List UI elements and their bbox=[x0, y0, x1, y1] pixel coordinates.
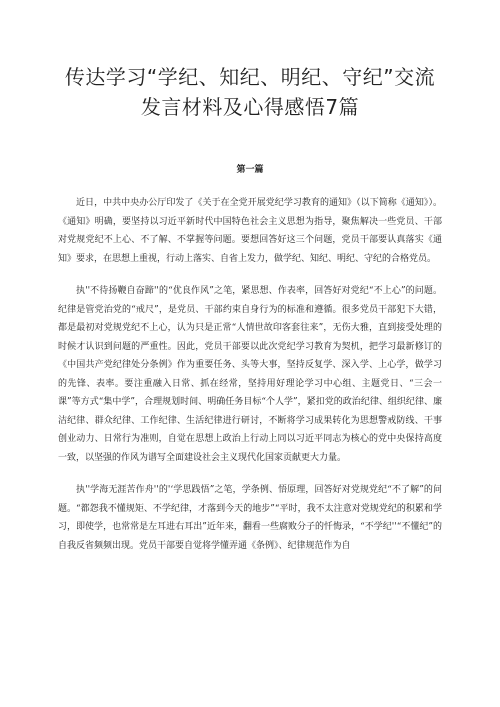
paragraph-2: 执''不待扬鞭自奋蹄''的“优良作风”之笔，紧思想、作表率，回答好对党纪“不上心”的问题。纪律是管党治党的“戒尺”，是党员、干部约束自身行为的标准和遵循。很多党员干部犯下大错，都是最初对党规党纪不上心，认为只是正常“人情世故印客套往来”，无伤大雅，直到接受处理的时候才认识到问题的严重性。因此，党员干部要以此次党纪学习教育为契机，把学习最新修订的《中国共产党纪律处分条例》作为重要任务、头等大事，坚持反复学、深入学、上心学，做学习的先锋、表率。要注重融入日常、抓在经常，坚持用好理论学习中心组、主题党日、“三会一课”等方式“集中学”，合理规划时间、明确任务目标“个人学”，紧扣党的政治纪律、组织纪律、廉洁纪律、群众纪律、工作纪律、生活纪律进行研讨，不断将学习成果转化为思想警戒防线、干事创业动力、日常行为准则，自觉在思想上政治上行动上同以习近平同志为核心的党中央保持高度一致，以坚强的作风为谱写全面建设社会主义现代化国家贡献更大力量。 bbox=[58, 286, 442, 463]
section-heading: 第一篇 bbox=[236, 165, 264, 175]
document-title: 传达学习“学纪、知纪、明纪、守纪”交流发言材料及心得感悟7篇 bbox=[64, 65, 436, 119]
paragraph-1: 近日，中共中央办公厅印发了《关于在全党开展党纪学习教育的通知》（以下简称《通知》）。《通知》明确，要坚持以习近平新时代中国特色社会主义思想为指导，聚焦解决一些党员、干部对党规党纪不上心、不了解、不掌握等问题。要想回答好这三个问题，党员干部要认真落实《通知》要求，在思想上重视，行动上落实、自省上发力，做学纪、知纪、明纪、守纪的合格党员。 bbox=[58, 198, 442, 264]
paragraph-3: 执''学海无涯苦作舟''的'‘学思践悟”之笔，学条例、悟原理，回答好对党规党纪“不了解”的问题。“都怨我不懂规矩、不学纪律，才落到今天的地步”“平时，我不太注意对党规党纪的积累和学习，即使学，也常常是左耳进右耳出”近年来，翻看一些腐败分子的忏悔录，“不学纪''“不懂纪”的自我反省频频出现。党员干部要自觉将学懂弄通《条例》、纪律规范作为自 bbox=[58, 485, 442, 551]
